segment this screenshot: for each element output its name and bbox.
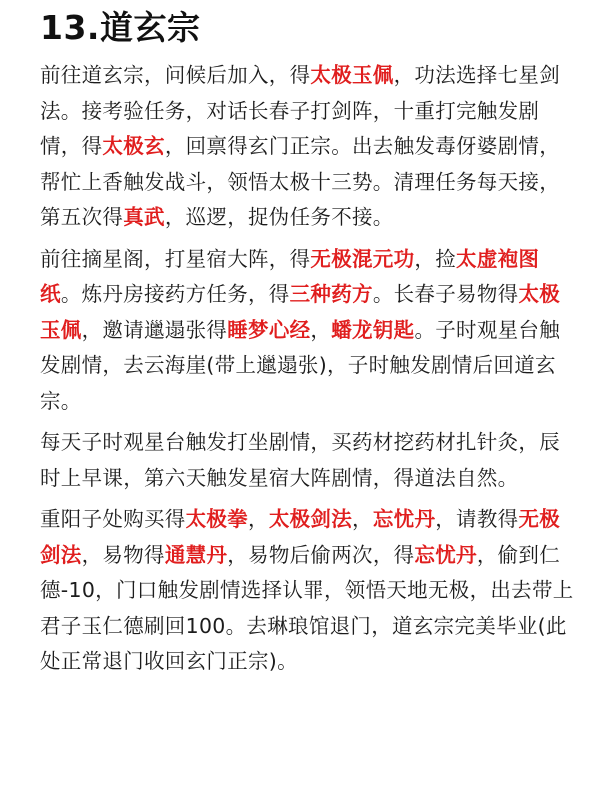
paragraph-text: ，功法选择七星剑法。接考验任务，对话长春子打剑阵，十重打完触发剧情，得	[40, 63, 561, 158]
highlighted-item: 太极玉佩	[40, 282, 561, 342]
paragraph-text: ，	[310, 317, 332, 342]
paragraph-text: 前往摘星阁，打星宿大阵，得	[40, 246, 311, 271]
paragraph-text: ，易物后偷两次，得	[227, 542, 415, 567]
highlighted-item: 无极混元功	[310, 246, 415, 271]
section-title: 13.道玄宗	[40, 8, 201, 47]
paragraph-text: ，	[248, 507, 269, 531]
highlighted-item: 忘忧丹	[414, 542, 477, 567]
paragraph-text: ，	[352, 507, 373, 531]
highlighted-item: 太虚袍图纸	[40, 246, 540, 306]
paragraph-text: ，偷到仁德-10，门口触发剧情选择认罪，领悟天地无极，出去带上君子玉仁德刷回100。去琳琅馆退门，道玄宗完美毕业(此处正常退门收回玄门正宗)。	[40, 542, 574, 673]
paragraph-text: ，巡逻，捉伪任务不接。	[164, 205, 394, 229]
highlighted-item: 真武	[123, 205, 165, 229]
paragraph-text: 重阳子处购买得	[40, 507, 186, 531]
highlighted-item: 太极剑法	[268, 507, 353, 531]
paragraph-text: ，易物得	[81, 542, 165, 567]
highlighted-item: 通慧丹	[164, 542, 228, 567]
highlighted-item: 太极玄	[102, 134, 165, 158]
paragraph-text: ，捡	[414, 246, 457, 271]
highlighted-item: 无极剑法	[40, 507, 561, 567]
highlighted-item: 忘忧丹	[372, 507, 436, 531]
guide-paragraph	[40, 58, 578, 236]
paragraph-text: 。炼丹房接药方任务，得	[60, 282, 290, 306]
highlighted-item: 睡梦心经	[227, 317, 311, 342]
paragraph-text: 。长春子易物得	[372, 282, 519, 306]
paragraph-text: 。子时观星台触发剧情，去云海崖(带上邋遢张)，子时触发剧情后回道玄宗。	[40, 317, 561, 413]
guide-paragraph	[40, 242, 578, 420]
highlighted-item: 三种药方	[289, 282, 373, 306]
guide-content	[40, 58, 578, 680]
guide-paragraph	[40, 425, 578, 496]
guide-paragraph	[40, 502, 578, 680]
paragraph-text: ，请教得	[435, 507, 519, 531]
paragraph-text: ，回禀得玄门正宗。出去触发毒伢婆剧情，帮忙上香触发战斗，领悟太极十三势。清理任务每天接，第五次得	[40, 134, 561, 229]
highlighted-item: 太极玉佩	[310, 63, 394, 87]
highlighted-item: 蟠龙钥匙	[331, 317, 415, 342]
paragraph-text: ，邀请邋遢张得	[81, 317, 228, 342]
paragraph-text: 每天子时观星台触发打坐剧情，买药材挖药材扎针灸，辰时上早课，第六天触发星宿大阵剧情，得道法自然。	[40, 430, 560, 490]
highlighted-item: 太极拳	[185, 507, 249, 531]
paragraph-text: 前往道玄宗，问候后加入，得	[40, 63, 311, 87]
